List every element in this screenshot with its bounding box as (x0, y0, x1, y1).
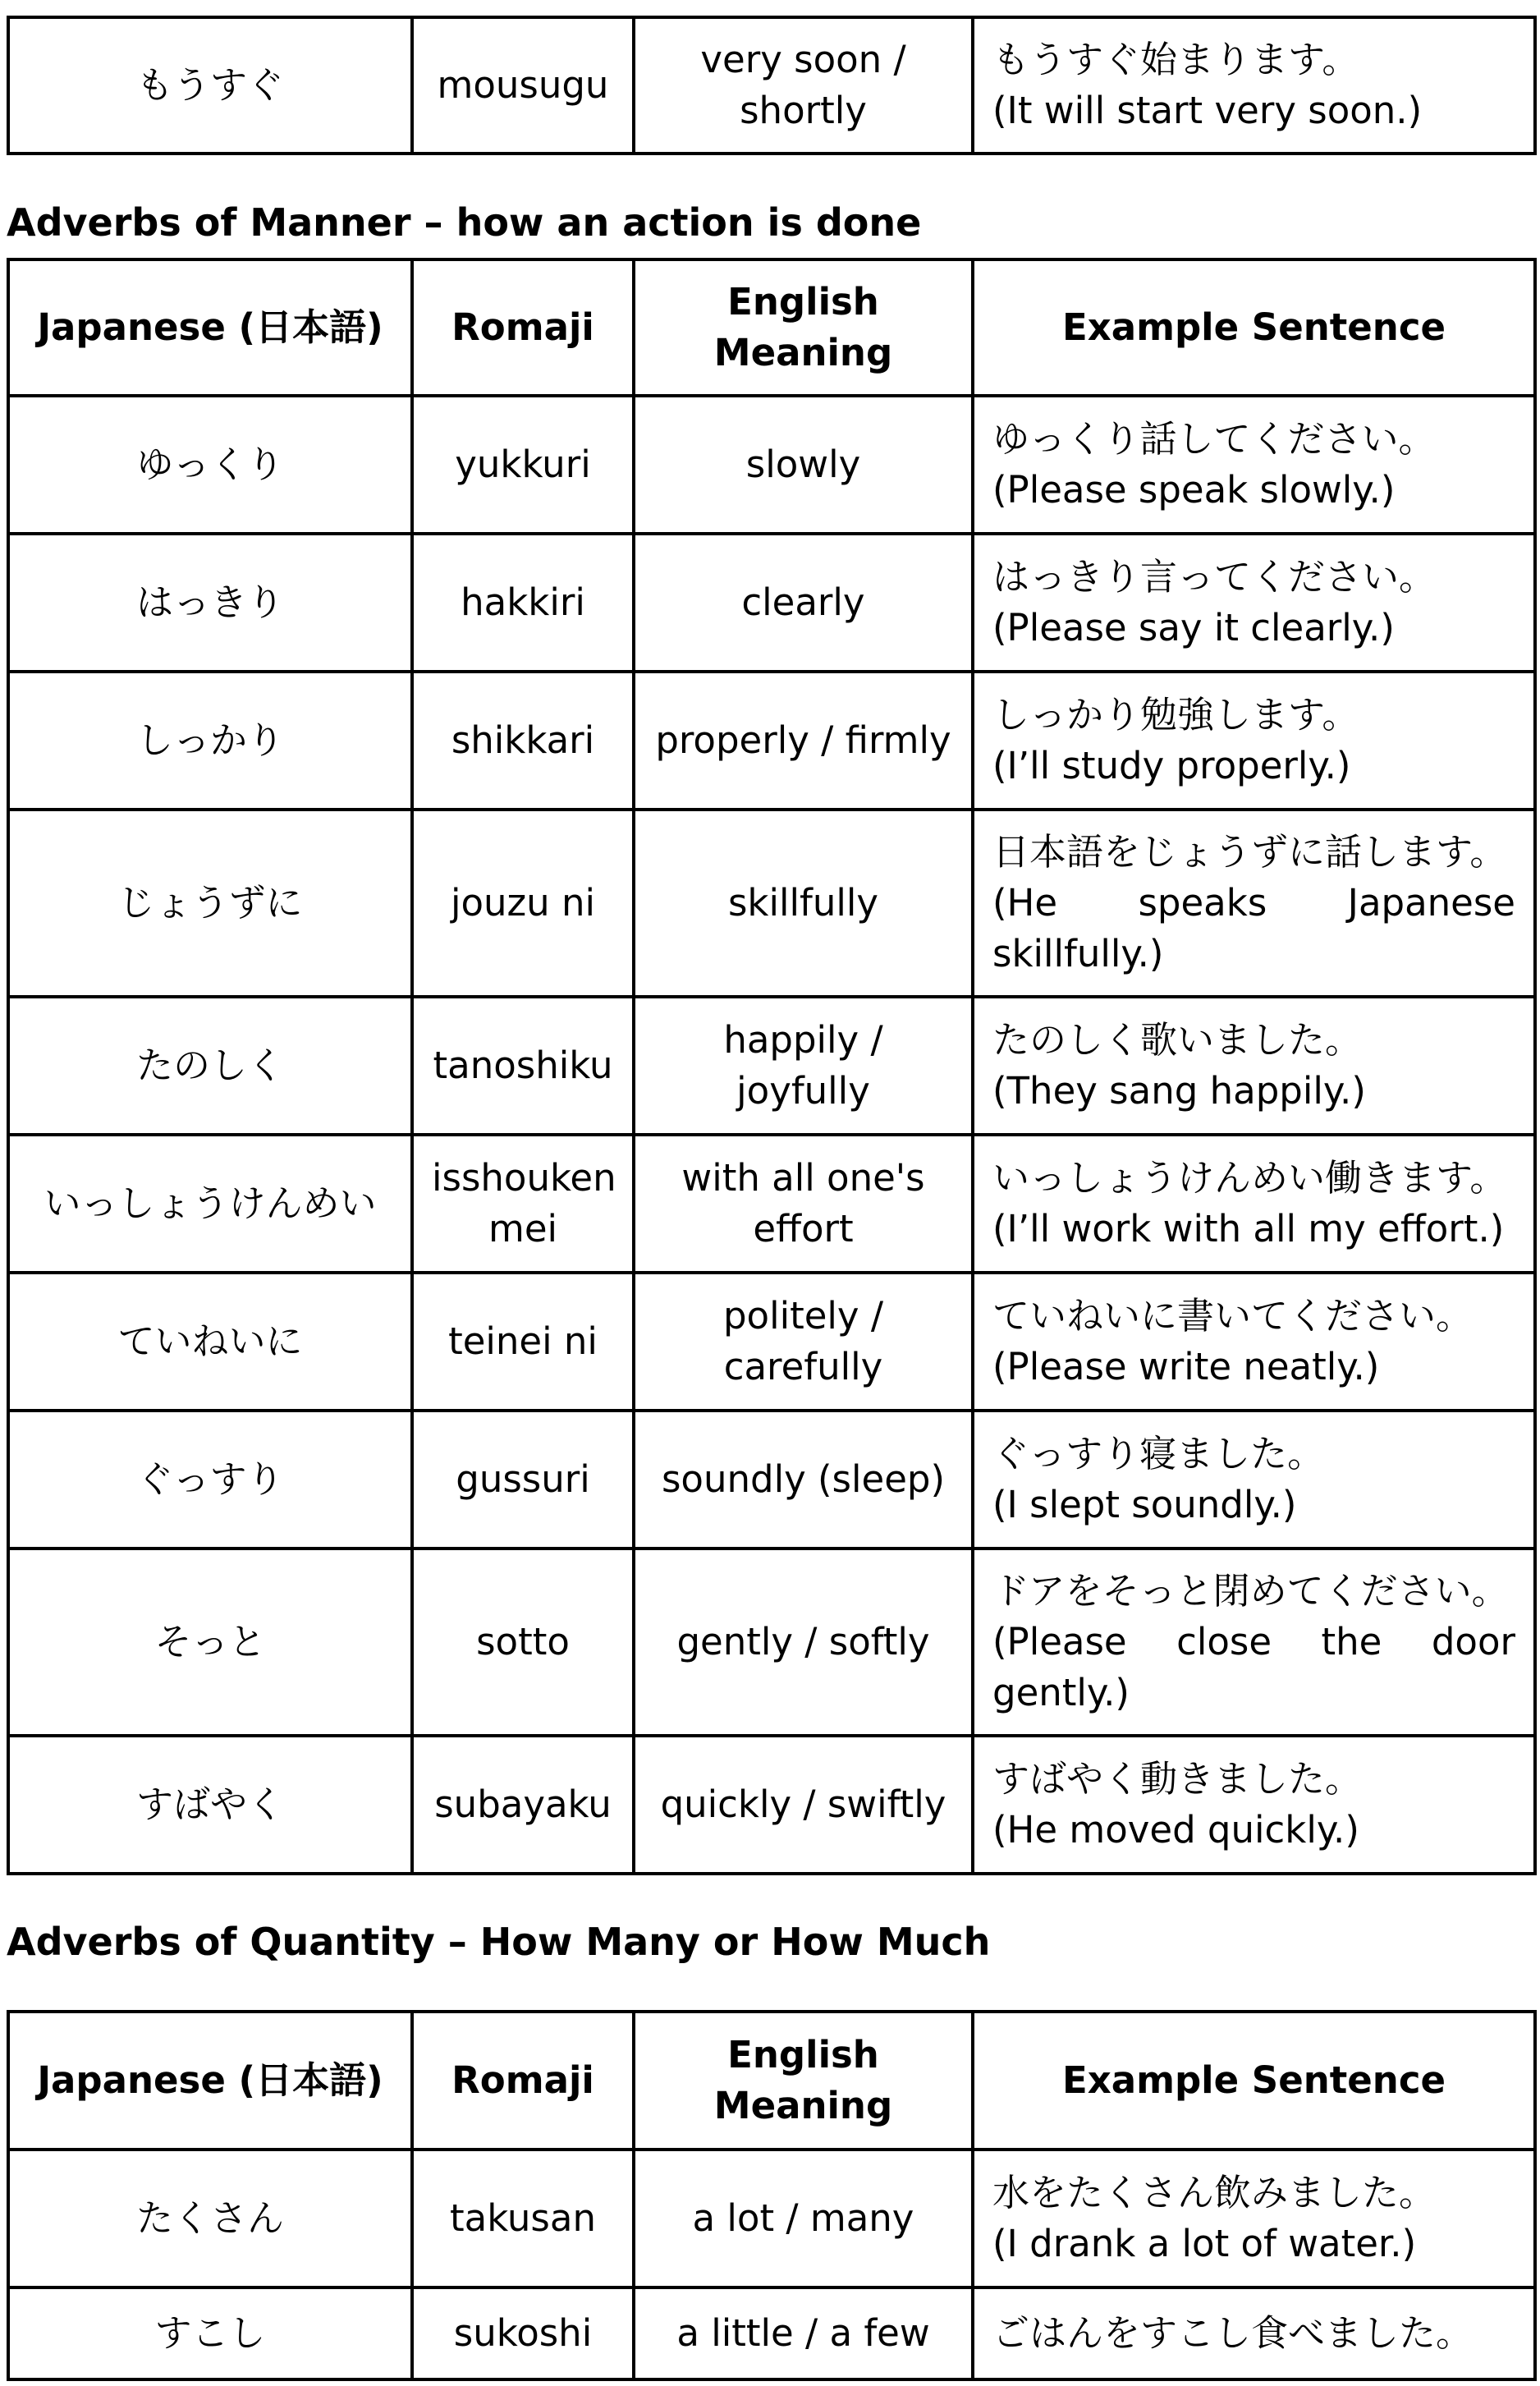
english-cell: with all one's effort (634, 1135, 973, 1273)
romaji-cell: sotto (412, 1549, 634, 1736)
romaji-cell: subayaku (412, 1736, 634, 1874)
romaji-cell: jouzu ni (412, 810, 634, 997)
english-cell: gently / softly (634, 1549, 973, 1736)
example-english: (Please speak slowly.) (992, 468, 1396, 512)
table-row (8, 672, 1535, 810)
example-cell (973, 2150, 1535, 2287)
quantity-adverbs-table (7, 2010, 1537, 2381)
example-header: Example Sentence (973, 2012, 1535, 2150)
english-cell: quickly / swiftly (634, 1736, 973, 1874)
table-row (8, 1736, 1535, 1874)
table-row (8, 810, 1535, 997)
romaji-cell: yukkuri (412, 396, 634, 534)
english-cell: happily / joyfully (634, 997, 973, 1135)
romaji-header: Romaji (412, 2012, 634, 2150)
example-japanese: いっしょうけんめい働きます。 (992, 1156, 1507, 1200)
romaji-cell: gussuri (412, 1411, 634, 1549)
table-row (8, 534, 1535, 672)
english-cell: soundly (sleep) (634, 1411, 973, 1549)
japanese-cell: しっかり (8, 672, 412, 810)
example-header: Example Sentence (973, 259, 1535, 396)
romaji-cell: takusan (412, 2150, 634, 2287)
example-english: (I drank a lot of water.) (992, 2222, 1417, 2265)
table-row (8, 997, 1535, 1135)
romaji-cell: shikkari (412, 672, 634, 810)
example-english: (It will start very soon.) (992, 89, 1423, 132)
japanese-cell: ていねいに (8, 1273, 412, 1411)
example-english: (He moved quickly.) (992, 1808, 1359, 1851)
japanese-cell: ぐっすり (8, 1411, 412, 1549)
example-cell (973, 1411, 1535, 1549)
example-japanese: しっかり勉強します。 (992, 693, 1359, 736)
manner-section-title: Adverbs of Manner – how an action is done (7, 200, 922, 245)
example-cell (973, 534, 1535, 672)
example-english: (I’ll study properly.) (992, 744, 1351, 787)
table-row (8, 17, 1535, 154)
example-english: (Please say it clearly.) (992, 606, 1395, 649)
example-cell (973, 810, 1535, 997)
example-cell (973, 1273, 1535, 1411)
english-cell: a little / a few (634, 2287, 973, 2379)
japanese-cell: たくさん (8, 2150, 412, 2287)
romaji-cell: isshouken mei (412, 1135, 634, 1273)
time-adverbs-table (7, 16, 1537, 155)
example-japanese: ゆっくり話してください。 (992, 417, 1436, 461)
example-english: (Please close the door gently.) (992, 1620, 1515, 1714)
header-row (8, 259, 1535, 396)
example-japanese: ぐっすり寝ました。 (992, 1432, 1325, 1475)
example-japanese: ていねいに書いてください。 (992, 1294, 1474, 1338)
example-japanese: たのしく歌いました。 (992, 1018, 1363, 1062)
romaji-header: Romaji (412, 259, 634, 396)
romaji-cell: sukoshi (412, 2287, 634, 2379)
example-english: (I slept soundly.) (992, 1483, 1297, 1526)
example-english: (Please write neatly.) (992, 1345, 1380, 1388)
table-row (8, 1273, 1535, 1411)
japanese-cell: ゆっくり (8, 396, 412, 534)
english-cell: slowly (634, 396, 973, 534)
japanese-cell: いっしょうけんめい (8, 1135, 412, 1273)
english-cell: politely / carefully (634, 1273, 973, 1411)
japanese-cell: すばやく (8, 1736, 412, 1874)
table-row (8, 1411, 1535, 1549)
table-row (8, 2287, 1535, 2379)
japanese-cell: じょうずに (8, 810, 412, 997)
example-cell (973, 672, 1535, 810)
example-cell (973, 1549, 1535, 1736)
english-header: English Meaning (634, 259, 973, 396)
english-header: English Meaning (634, 2012, 973, 2150)
example-cell (973, 2287, 1535, 2379)
english-cell: skillfully (634, 810, 973, 997)
romaji-cell: mousugu (412, 17, 634, 154)
example-cell (973, 17, 1535, 154)
example-japanese: ごはんをすこし食べました。 (992, 2311, 1474, 2355)
example-japanese: 水をたくさん飲みました。 (992, 2171, 1437, 2214)
japanese-header: Japanese (日本語) (8, 2012, 412, 2150)
japanese-cell: そっと (8, 1549, 412, 1736)
example-cell (973, 997, 1535, 1135)
english-cell: very soon / shortly (634, 17, 973, 154)
example-cell (973, 396, 1535, 534)
japanese-cell: たのしく (8, 997, 412, 1135)
english-cell: properly / firmly (634, 672, 973, 810)
table-row (8, 1135, 1535, 1273)
english-cell: a lot / many (634, 2150, 973, 2287)
romaji-cell: hakkiri (412, 534, 634, 672)
japanese-cell: はっきり (8, 534, 412, 672)
example-english: (He speaks Japanese skillfully.) (992, 881, 1515, 975)
header-row (8, 2012, 1535, 2150)
example-japanese: もうすぐ始まります。 (992, 38, 1359, 81)
example-cell (973, 1736, 1535, 1874)
example-english: (I’ll work with all my effort.) (992, 1207, 1505, 1250)
example-japanese: すばやく動きました。 (992, 1757, 1363, 1801)
table-row (8, 1549, 1535, 1736)
example-cell (973, 1135, 1535, 1273)
table-row (8, 396, 1535, 534)
romaji-cell: teinei ni (412, 1273, 634, 1411)
table-row (8, 2150, 1535, 2287)
romaji-cell: tanoshiku (412, 997, 634, 1135)
japanese-header: Japanese (日本語) (8, 259, 412, 396)
quantity-section-title: Adverbs of Quantity – How Many or How Much (7, 1920, 991, 1964)
example-japanese: ドアをそっと閉めてください。 (992, 1569, 1509, 1613)
example-japanese: はっきり言ってください。 (992, 555, 1437, 599)
example-japanese: 日本語をじょうずに話します。 (992, 830, 1507, 874)
english-cell: clearly (634, 534, 973, 672)
japanese-cell: すこし (8, 2287, 412, 2379)
example-english: (They sang happily.) (992, 1069, 1366, 1113)
japanese-cell: もうすぐ (8, 17, 412, 154)
manner-adverbs-table (7, 258, 1537, 1875)
